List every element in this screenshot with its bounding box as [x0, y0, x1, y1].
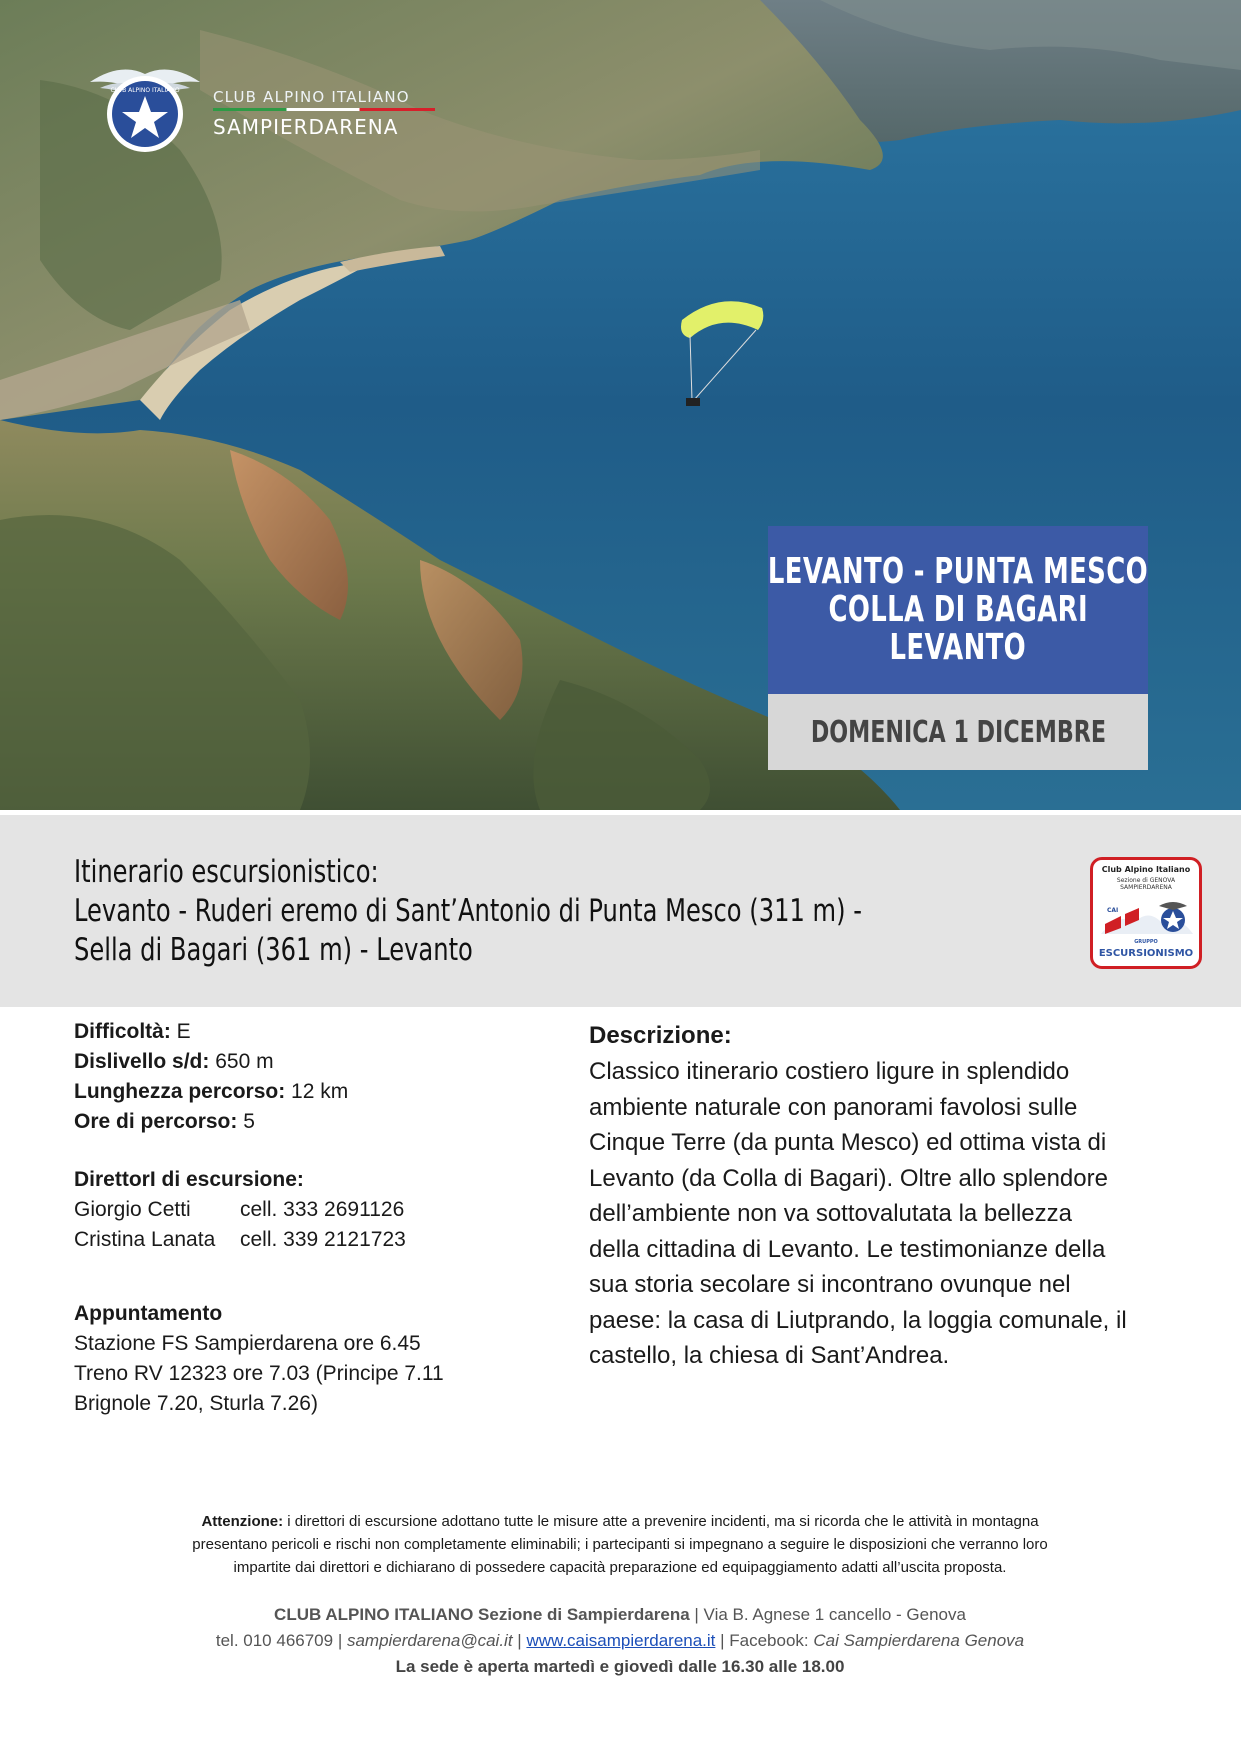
footer-address: | Via B. Agnese 1 cancello - Genova: [689, 1605, 966, 1624]
difficulty-value: E: [170, 1020, 191, 1043]
event-title-box: [768, 526, 1148, 694]
description-line: paese: la casa di Liutprando, la loggia comunale, il: [589, 1306, 1127, 1334]
meeting-heading: Appuntamento: [74, 1302, 223, 1325]
logo-text-bottom: SAMPIERDARENA: [213, 115, 399, 139]
svg-text:CAI: CAI: [1107, 907, 1119, 914]
length-label: Lunghezza percorso:: [74, 1080, 286, 1103]
disclaimer-line: impartite dai direttori e dichiarano di possedere capacità preparazione ed equipaggiamento adatti all’uscita proposta.: [233, 1559, 1007, 1576]
director-phone: cell. 339 2121723: [240, 1228, 406, 1251]
logo-tricolor-bar: [213, 108, 435, 111]
event-title-line-2: COLLA DI BAGARI: [828, 589, 1088, 630]
footer-address-line: [70, 1602, 1170, 1628]
event-description: [589, 1020, 1189, 1374]
description-line: sua storia secolare si incontrano ovunque nel: [589, 1271, 1071, 1298]
duration-row: [74, 1107, 554, 1137]
badge-gruppo: GRUPPO: [1134, 939, 1158, 945]
description-line: Classico itinerario costiero ligure in splendido: [589, 1058, 1070, 1085]
elevation-label: Dislivello s/d:: [74, 1050, 210, 1073]
footer-separator: |: [512, 1631, 527, 1650]
meeting-line: Treno RV 12323 ore 7.03 (Principe 7.11: [74, 1362, 444, 1385]
logo-text-top: CLUB ALPINO ITALIANO: [213, 88, 410, 106]
footer-phone: tel. 010 466709 |: [215, 1631, 347, 1650]
disclaimer-line: presentano pericoli e rischi non completamente eliminabili; i partecipanti si impegnano a seguire le disposizioni che verranno loro: [192, 1536, 1048, 1553]
director-contact: [74, 1195, 554, 1225]
cai-sampierdarena-logo: [80, 52, 440, 162]
elevation-value: 650 m: [209, 1050, 274, 1073]
badge-escursionismo: ESCURSIONISMO: [1098, 948, 1194, 959]
event-date-box: [768, 694, 1148, 770]
gruppo-escursionismo-badge: [1090, 857, 1202, 969]
elevation-row: [74, 1047, 554, 1077]
svg-text:CLUB ALPINO ITALIANO: CLUB ALPINO ITALIANO: [110, 87, 180, 94]
duration-label: Ore di percorso:: [74, 1110, 238, 1133]
itinerary-text: [74, 853, 1084, 970]
disclaimer-line: [70, 1510, 1170, 1533]
itinerary-route-line-2: Sella di Bagari (361 m) - Levanto: [74, 932, 473, 968]
difficulty-label: Difficoltà:: [74, 1020, 171, 1043]
badge-title: Club Alpino Italiano: [1101, 865, 1191, 874]
footer-facebook-name: Cai Sampierdarena Genova: [813, 1631, 1025, 1650]
itinerary-route-line-1: Levanto - Ruderi eremo di Sant’Antonio di Punta Mesco (311 m) -: [74, 893, 862, 929]
footer-website-link[interactable]: www.caisampierdarena.it: [526, 1631, 716, 1650]
hero-photo: [0, 0, 1241, 810]
length-value: 12 km: [285, 1080, 349, 1103]
director-phone: cell. 333 2691126: [240, 1198, 405, 1221]
description-line: ambiente naturale con panorami favolosi sulle: [589, 1093, 1078, 1121]
footer-facebook-label: | Facebook:: [715, 1631, 814, 1650]
director-contact: [74, 1225, 554, 1255]
event-date: DOMENICA 1 DICEMBRE: [810, 714, 1106, 750]
description-line: Cinque Terre (da punta Mesco) ed ottima vista di: [589, 1129, 1107, 1156]
footer-contacts-line: [70, 1628, 1170, 1654]
disclaimer-label: Attenzione:: [201, 1513, 284, 1530]
disclaimer-text: i direttori di escursione adottano tutte le misure atte a prevenire incidenti, ma si ricorda che le attività in montagna: [283, 1513, 1039, 1530]
length-row: [74, 1077, 554, 1107]
cai-eagle-emblem-icon: [80, 52, 210, 162]
difficulty-row: [74, 1017, 554, 1047]
description-heading: Descrizione:: [589, 1022, 732, 1049]
description-line: Levanto (da Colla di Bagari). Oltre allo splendore: [589, 1164, 1108, 1192]
description-line: dell’ambiente non va sottovalutata la bellezza: [589, 1200, 1072, 1227]
safety-disclaimer: [70, 1510, 1170, 1579]
badge-subtitle: Sezione di GENOVA: [1116, 877, 1176, 884]
footer-email-link[interactable]: sampierdarena@cai.it: [346, 1631, 513, 1650]
event-details: [74, 1017, 554, 1419]
description-line: della cittadina di Levanto. Le testimonianze della: [589, 1235, 1106, 1263]
directors-heading: DirettorI di escursione:: [74, 1168, 304, 1191]
meeting-line: Brignole 7.20, Sturla 7.26): [74, 1392, 318, 1415]
mountain-flags-icon: [1099, 894, 1195, 940]
event-title-line-1: LEVANTO - PUNTA MESCO: [767, 551, 1149, 592]
event-title-line-3: LEVANTO: [889, 627, 1027, 668]
badge-section: SAMPIERDARENA: [1120, 884, 1172, 891]
itinerary-heading: Itinerario escursionistico:: [74, 854, 379, 890]
meeting-line: Stazione FS Sampierdarena ore 6.45: [74, 1332, 421, 1355]
footer: [70, 1602, 1170, 1680]
description-line: castello, la chiesa di Sant’Andrea.: [589, 1342, 950, 1369]
duration-value: 5: [237, 1110, 255, 1133]
footer-org: CLUB ALPINO ITALIANO Sezione di Sampierdarena: [274, 1605, 690, 1624]
itinerary-band: [0, 815, 1241, 1007]
director-name: Giorgio Cetti: [74, 1198, 191, 1221]
description-body: [589, 1054, 1189, 1374]
director-name: Cristina Lanata: [74, 1228, 216, 1251]
footer-opening-hours: La sede è aperta martedì e giovedì dalle 16.30 alle 18.00: [395, 1657, 845, 1676]
